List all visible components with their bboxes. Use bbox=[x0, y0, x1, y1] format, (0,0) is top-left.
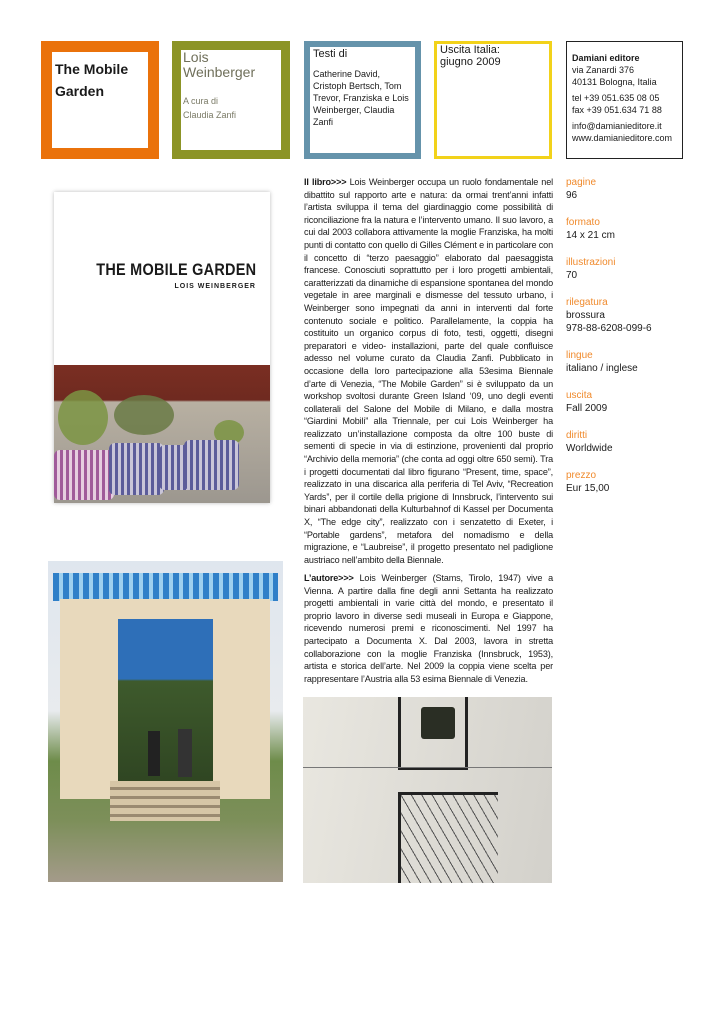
spec-rilegatura bbox=[566, 296, 652, 335]
spec-value: 70 bbox=[566, 270, 578, 281]
book-text: Lois Weinberger occupa un ruolo fondamentale nel dibattito sul rapporto arte e natura: da ormai trent’anni infatti l’artista sviluppa il tema del giardinaggio come possibilità di riconciliazione fra la natura e l’intervento umano. Il suo lavoro, a cui dal 2003 collabora attivamente la moglie Franziska, ha molti punti di contatto con quello di Gilles Clément e in particolare con il concetto di “terzo paesaggio” elaborato dal paesaggista francese. Conosciuti soprattutto per i loro progetti ambientali, caratterizzati da dinamiche di espansione spontanea del mondo vegetale in aree marginali e dismesse del tessuto urbano, i Weinberger sono impegnati da anni in interventi dal forte contenuto sociale e politico. Parallelamente, la coppia ha costituito un organico corpus di foto, testi, oggetti, disegni preparatori e video- installazioni, parte del quale confluisce adesso nel volume curato da Claudia Zanfi. Pubblicato in occasione della loro partecipazione alla 53esima Biennale d’arte di Venezia, “The Mobile Garden” si è sviluppato da un workshop svoltosi durante Green Island ‘09, uno degli eventi collaterali del Salone del Mobile di Milano, e dalla mostra “Giardini Mobili” alla Triennale, per cui Lois Weinberger ha realizzato un’installazione composta da oltre 100 buste di sementi di specie in via di estinzione, provenienti dal proprio “Archivio della memoria” (che conta ad oggi oltre 650 semi). Tra i progetti documentati dal libro figurano “Present, time, space”, realizzato in una discarica alla periferia di Tel Aviv, “Recreation Yards”, per il cortile della prigione di Innsbruck, l’intervento sui binari abbandonati della Kulturbahnof di Kassel per Documenta X, “The edge city”, realizzato con i senzatetto di Exeter, i “Portable gardens”, metafora del nomadismo e della migrazione, e “Laubreise”, il progetto presentato nel padiglione austriaco nell’ambito della Biennale. bbox=[304, 177, 553, 565]
publisher-fax: fax +39 051.634 71 88 bbox=[572, 105, 662, 115]
release-date: giugno 2009 bbox=[440, 56, 501, 68]
author-line-2: Weinberger bbox=[183, 64, 256, 80]
author-line-1: Lois bbox=[183, 49, 209, 65]
author-bio bbox=[304, 572, 553, 685]
spec-formato bbox=[566, 216, 652, 242]
publisher-email[interactable]: info@damianieditore.it bbox=[572, 121, 662, 131]
spec-value: Worldwide bbox=[566, 443, 613, 454]
author-name bbox=[181, 50, 281, 80]
spec-isbn: 978-88-6208-099-6 bbox=[566, 323, 652, 334]
texts-label: Testi di bbox=[313, 48, 348, 60]
installation-photo bbox=[48, 561, 283, 882]
cover-title: THE MOBILE GARDEN bbox=[95, 260, 256, 279]
spec-uscita bbox=[566, 389, 652, 415]
spec-prezzo bbox=[566, 469, 652, 495]
curator-label: A cura di bbox=[183, 96, 219, 106]
sketch-photo bbox=[303, 697, 552, 883]
title-line-2: Garden bbox=[55, 83, 105, 99]
texts-box bbox=[304, 41, 421, 159]
publisher-tel: tel +39 051.635 08 05 bbox=[572, 93, 660, 103]
cover-photo bbox=[54, 365, 270, 503]
spec-label: diritti bbox=[566, 430, 588, 441]
publisher-city: 40131 Bologna, Italia bbox=[572, 77, 657, 87]
spec-label: lingue bbox=[566, 350, 593, 361]
curator-name: Claudia Zanfi bbox=[183, 110, 237, 120]
spec-label: rilegatura bbox=[566, 297, 608, 308]
publisher-name: Damiani editore bbox=[572, 53, 640, 63]
spec-diritti bbox=[566, 429, 652, 455]
release-label: Uscita Italia: bbox=[440, 44, 500, 56]
publisher-address: via Zanardi 376 bbox=[572, 65, 635, 75]
author-lead: L’autore>>> bbox=[304, 573, 354, 583]
spec-label: formato bbox=[566, 217, 600, 228]
title-line-1: The Mobile bbox=[55, 61, 129, 77]
spec-label: uscita bbox=[566, 390, 593, 401]
spec-value: brossura bbox=[566, 310, 605, 321]
spec-value: Fall 2009 bbox=[566, 403, 608, 414]
spec-value: 14 x 21 cm bbox=[566, 230, 615, 241]
spec-pagine bbox=[566, 176, 652, 202]
book-cover-image bbox=[54, 192, 270, 503]
spec-value: italiano / inglese bbox=[566, 363, 638, 374]
publisher-website[interactable]: www.damianieditore.com bbox=[572, 133, 673, 143]
book-description bbox=[304, 176, 553, 566]
title-box bbox=[41, 41, 159, 159]
specs-list bbox=[566, 176, 652, 509]
spec-label: pagine bbox=[566, 177, 597, 188]
cover-author: LOIS WEINBERGER bbox=[174, 283, 256, 290]
spec-illustrazioni bbox=[566, 256, 652, 282]
book-title bbox=[52, 52, 148, 102]
texts-authors: Catherine David, Cristoph Bertsch, Tom Trevor, Franziska e Lois Weinberger, Claudia Zanfi bbox=[313, 69, 409, 127]
release-box bbox=[434, 41, 552, 159]
publisher-box bbox=[566, 41, 683, 159]
spec-label: prezzo bbox=[566, 470, 597, 481]
author-text: Lois Weinberger (Stams, Tirolo, 1947) vive a Vienna. A partire dalla fine degli anni Settanta ha realizzato progetti ambientali in varie città del mondo, e presentato il proprio lavoro in diverse sedi museali in Europa e Giappone, ricevendo numerosi premi e riconoscimenti. Nel 1997 ha partecipato a Documenta X. Dal 2003, lavora in stretta collaborazione con la moglie Franziska (Innsbruck, 1953), artista e storica dell’arte. Nel 2009 la coppia viene scelta per rappresentare l’Austria alla 53 esima Biennale di Venezia. bbox=[304, 573, 553, 684]
book-lead: Il libro>>> bbox=[304, 177, 347, 187]
spec-value: 96 bbox=[566, 190, 578, 201]
spec-lingue bbox=[566, 349, 652, 375]
author-box bbox=[172, 41, 290, 159]
spec-value: Eur 15,00 bbox=[566, 483, 610, 494]
spec-label: illustrazioni bbox=[566, 257, 616, 268]
